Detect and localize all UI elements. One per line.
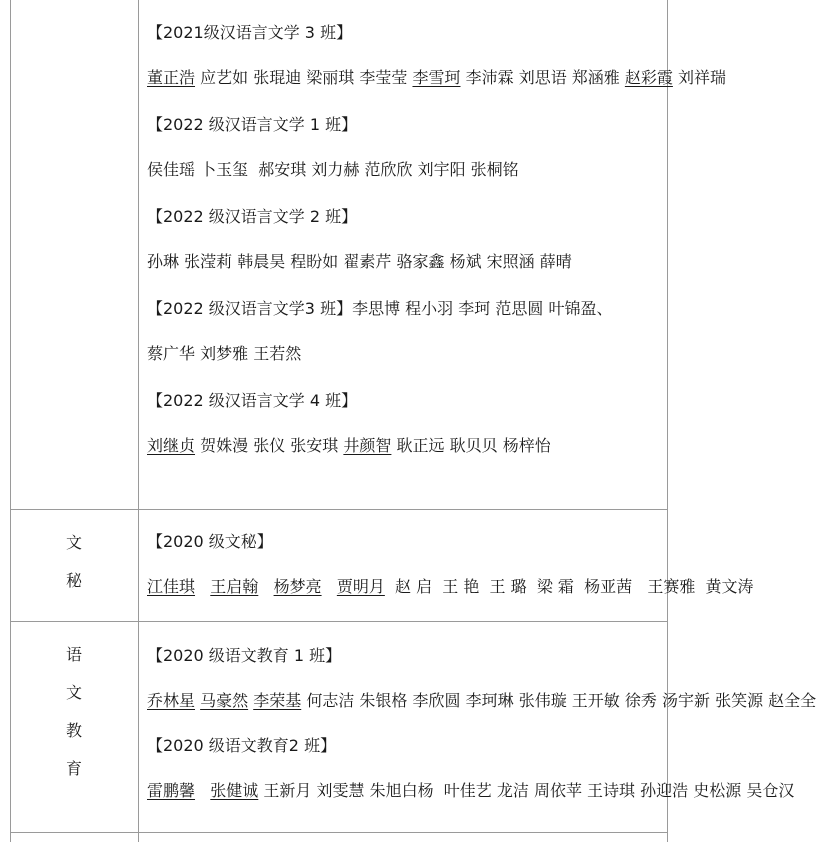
student-name: 宋照涵 [486, 252, 540, 271]
class-label: 【2022 级汉语言文学 1 班】 [147, 115, 358, 134]
student-name: 杨梓怡 [502, 436, 551, 455]
category-char: 育 [65, 759, 82, 778]
student-name: 张滢莉 [184, 252, 238, 271]
student-name: 翟素芹 [343, 252, 397, 271]
class-entry [147, 633, 816, 723]
yuwen-class-list [147, 633, 816, 813]
student-name: 李珂琳 [465, 691, 519, 710]
class-entry [147, 723, 795, 813]
student-name: 王若然 [253, 344, 302, 363]
student-name: 赵彩霞 [624, 68, 673, 87]
row-divider-1 [10, 509, 668, 510]
student-name: 王开敏 [571, 691, 625, 710]
student-name: 贺姝漫 [195, 436, 254, 455]
class-entry [147, 102, 657, 192]
class-entry [147, 10, 726, 100]
student-name: 刘宇阳 [417, 160, 471, 179]
student-name: 王启翰 [210, 577, 259, 596]
class-label: 【2022 级汉语言文学 2 班】 [147, 207, 358, 226]
student-name: 刘梦雅 [200, 344, 254, 363]
wenmi-class-list [147, 519, 754, 609]
student-name: 张伟璇 [518, 691, 572, 710]
table-border-bottom [10, 832, 668, 833]
student-name: 韩晨昊 [237, 252, 291, 271]
student-name: 叶佳艺 [438, 781, 497, 800]
student-name [195, 577, 210, 596]
student-name: 应艺如 [195, 68, 254, 87]
student-name: 叶锦盈、 [548, 299, 613, 318]
student-name: 张仪 [253, 436, 291, 455]
student-name: 何志洁 [301, 691, 360, 710]
student-name: 井颜智 [343, 436, 392, 455]
student-name: 程小羽 [405, 299, 459, 318]
student-name: 汤宇新 [661, 691, 716, 710]
student-name: 薛晴 [539, 252, 572, 271]
student-name: 雷鹏馨 [147, 781, 196, 800]
category-wenmi [10, 524, 138, 600]
student-name [322, 577, 337, 596]
class-label: 【2020 级语文教育2 班】 [147, 736, 337, 755]
category-char: 文 [65, 683, 82, 702]
student-name: 李沛霖 [460, 68, 519, 87]
student-name: 李荣基 [253, 691, 302, 710]
student-name: 李思博 [352, 299, 406, 318]
student-name: 徐秀 [624, 691, 662, 710]
student-name: 刘思语 [518, 68, 572, 87]
class-label: 【2020 级文秘】 [147, 532, 273, 551]
student-name: 王新月 [258, 781, 317, 800]
student-name: 范思圆 [495, 299, 549, 318]
category-char: 教 [65, 721, 82, 740]
category-char: 秘 [65, 571, 82, 590]
student-name: 李珂 [458, 299, 496, 318]
student-name: 马豪然 [200, 691, 249, 710]
student-name: 李莹莹 [359, 68, 413, 87]
student-name: 张桐铭 [470, 160, 519, 179]
student-name: 贾明月 [336, 577, 385, 596]
student-name [258, 577, 273, 596]
table-border-right [667, 0, 668, 842]
student-name: 骆家鑫 [396, 252, 450, 271]
category-yuwen-jiaoyu [10, 636, 138, 788]
class-label: 【2022 级汉语言文学3 班】 [147, 299, 353, 318]
hanyu-class-list [147, 10, 726, 468]
student-name: 朱银格 [359, 691, 413, 710]
student-name: 张琨迪 [253, 68, 307, 87]
student-name: 吴仓汉 [746, 781, 795, 800]
student-name: 杨梦亮 [273, 577, 322, 596]
student-name: 耿贝贝 [449, 436, 503, 455]
student-name: 龙洁 [496, 781, 534, 800]
student-name: 张笑源 [715, 691, 769, 710]
student-name: 孙琳 [147, 252, 185, 271]
student-name: 赵 启 [384, 577, 443, 596]
student-name: 史松源 [693, 781, 747, 800]
student-name: 王 艳 王 璐 梁 霜 杨亚茜 王赛雅 黄文涛 [442, 577, 754, 596]
student-name: 卜玉玺 [200, 160, 259, 179]
student-name: 张健诚 [210, 781, 259, 800]
student-name: 蔡广华 [147, 344, 201, 363]
student-name: 范欣欣 [364, 160, 418, 179]
student-name: 赵全全 [768, 691, 816, 710]
table-column-divider [138, 0, 139, 842]
class-entry [147, 519, 754, 609]
row-divider-2 [10, 621, 668, 622]
student-name: 侯佳瑶 [147, 160, 201, 179]
student-name: 梁丽琪 [306, 68, 360, 87]
student-name: 程盼如 [290, 252, 344, 271]
student-name: 刘祥瑞 [672, 68, 726, 87]
student-name: 耿正远 [391, 436, 450, 455]
class-label: 【2022 级汉语言文学 4 班】 [147, 391, 358, 410]
class-entry [147, 194, 657, 284]
student-name: 刘继贞 [147, 436, 196, 455]
student-name: 孙迎浩 [640, 781, 694, 800]
student-name: 周依苹 [533, 781, 588, 800]
student-name: 杨斌 [449, 252, 487, 271]
student-name: 王诗琪 [587, 781, 641, 800]
student-name: 李欣圆 [412, 691, 466, 710]
student-name: 李雪珂 [412, 68, 461, 87]
class-entry [147, 286, 657, 376]
student-name [195, 781, 210, 800]
student-name: 刘力赫 [311, 160, 365, 179]
student-name: 朱旭白杨 [369, 781, 439, 800]
student-name: 张安琪 [290, 436, 344, 455]
class-label: 【2020 级语文教育 1 班】 [147, 646, 342, 665]
class-entry [147, 378, 657, 468]
student-name: 郝安琪 [258, 160, 312, 179]
student-name: 董正浩 [147, 68, 196, 87]
student-name: 郑涵雅 [571, 68, 625, 87]
class-label: 【2021级汉语言文学 3 班】 [147, 23, 353, 42]
student-name: 乔林星 [147, 691, 196, 710]
category-char: 语 [65, 645, 82, 664]
category-char: 文 [65, 533, 82, 552]
student-name: 江佳琪 [147, 577, 196, 596]
student-name: 刘雯慧 [316, 781, 370, 800]
